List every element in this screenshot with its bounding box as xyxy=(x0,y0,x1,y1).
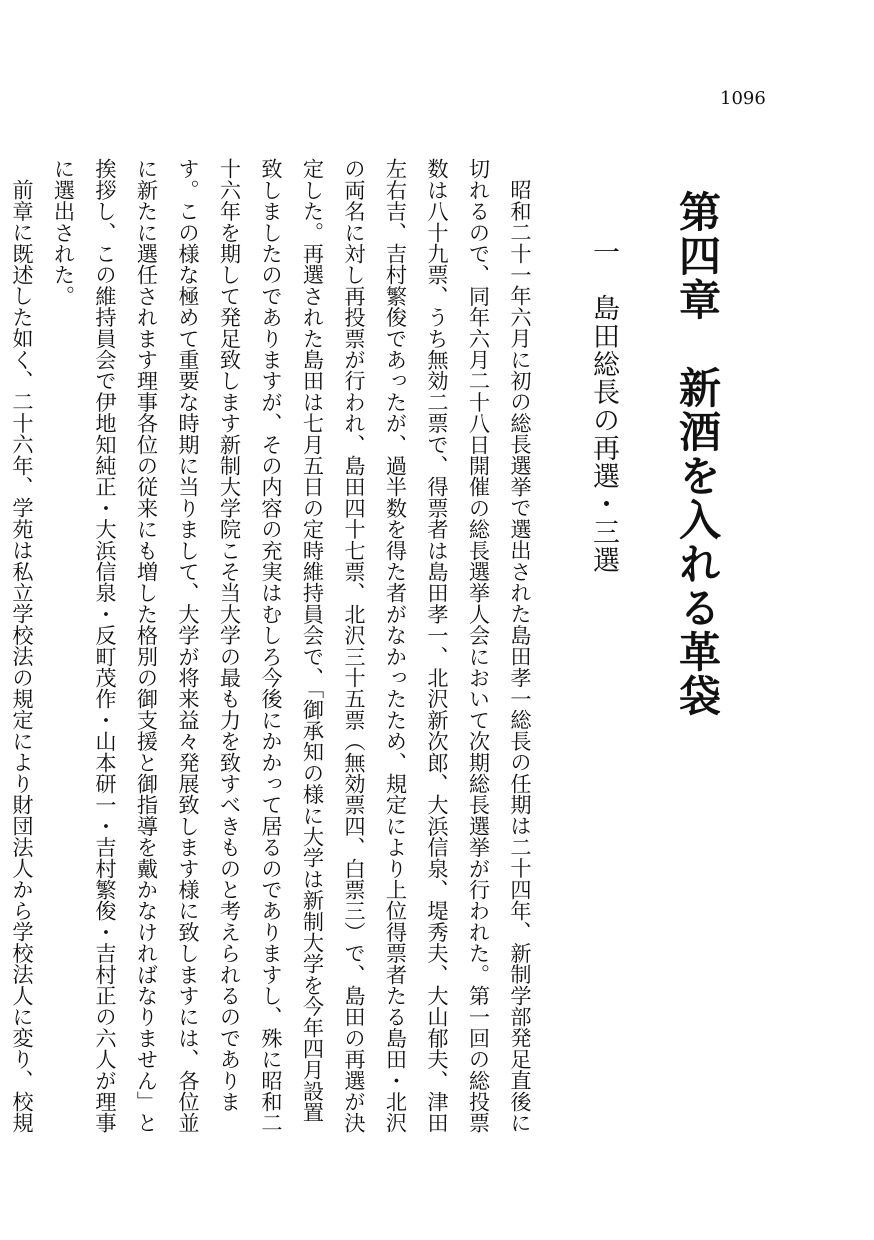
page-number: 1096 xyxy=(720,88,766,109)
paragraph: 前章に既述した如く、二十六年、学苑は私立学校法の規定により財団法人から学校法人に変り、校規 xyxy=(10,179,35,1134)
chapter-title: 第四章 新酒を入れる革袋 xyxy=(673,190,722,718)
section-title: 一 島田総長の再選・三選 xyxy=(588,238,619,574)
paragraph: 昭和二十一年六月に初の総長選挙で選出された島田孝一総長の任期は二十四年、新制学部発足直後に切れるので、同年六月二十八日開催の総長選挙人会において次期総長選挙が行われた。第一回の総投票数は八十九票、うち無効二票で、得票者は島田孝一、北沢新次郎、大浜信泉、堤秀夫、大山郁夫、津田左右吉、吉村繁俊であったが、過半数を得た者がなかったため、規定により上位得票者たる島田・北沢の両名に対し再投票が行われ、島田四十七票、北沢三十五票（無効票四、白票三）で、島田の再選が決定した。再選された島田は七月五日の定時維持員会で、「御承知の様に大学は新制大学を今年四月設置致しましたのでありますが、その内容の充実はむしろ今後にかかって居るのでありますし、殊に昭和二十六年を期して発足致します新制大学院こそ当大学の最も力を致すべきものと考えられるのであります。この様な極めて重要な時期に当りまして、大学が将来益々発展致します様に致しますには、各位並に新たに選任されます理事各位の従来にも増した格別の御支援と御指導を戴かなければなりません」と挨拶し、この維持員会で伊地知純正・大浜信泉・反町茂作・山本研一・吉村繁俊・吉村正の六人が理事に選出された。 xyxy=(51,158,533,1134)
body-text xyxy=(10,158,541,1143)
